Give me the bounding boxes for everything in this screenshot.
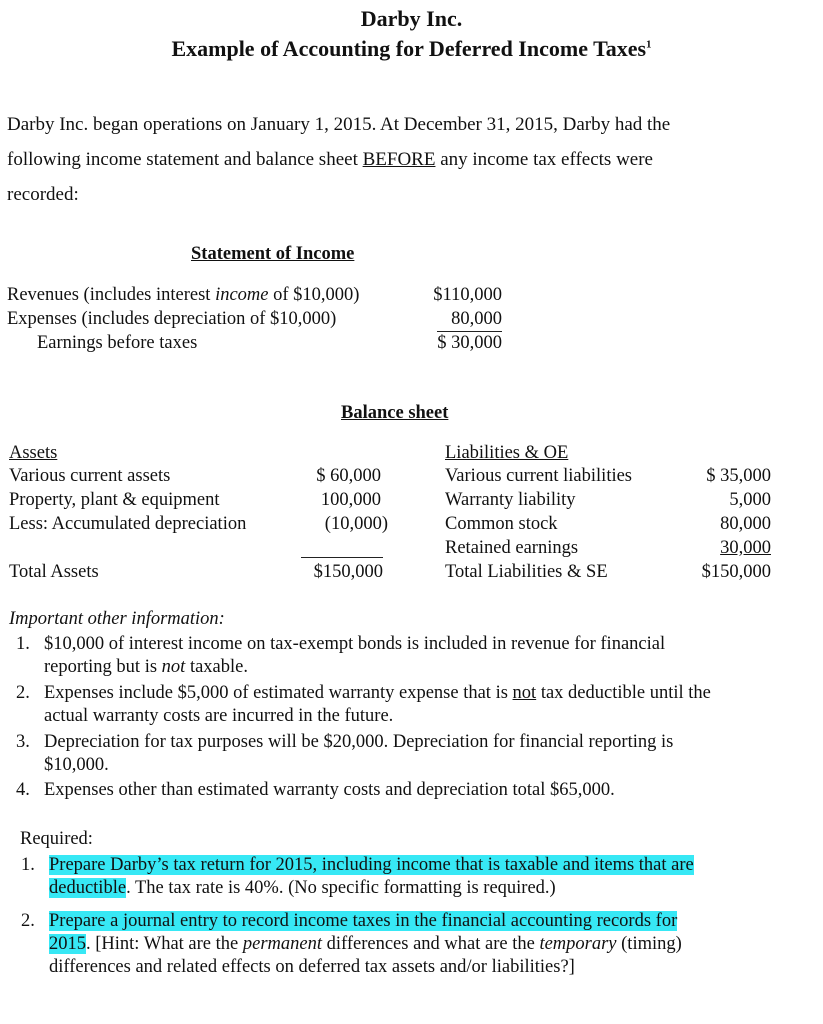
asset-label: Various current assets <box>9 466 171 486</box>
asset-label: Less: Accumulated depreciation <box>9 514 247 534</box>
info-item-line: $10,000 of interest income on tax-exempt bonds is included in revenue for financial <box>44 634 666 654</box>
required-item-line: deductible. The tax rate is 40%. (No specific formatting is required.) <box>49 878 556 898</box>
income-row-label: Expenses (includes depreciation of $10,000) <box>7 309 337 329</box>
balance-sheet-heading: Balance sheet <box>341 403 449 423</box>
info-item-number: 1. <box>16 634 30 654</box>
total-liabilities-amount: $150,000 <box>701 562 771 582</box>
info-item-line: reporting but is not taxable. <box>44 657 248 677</box>
required-heading: Required: <box>20 829 93 849</box>
intro-line-2: following income statement and balance sheet BEFORE any income tax effects were <box>7 149 653 170</box>
highlight: deductible <box>49 878 127 898</box>
page-title: Example of Accounting for Deferred Income Taxes$^1$ <box>171 36 652 61</box>
income-row-amount: 80,000 <box>451 309 502 329</box>
intro-line-3: recorded: <box>7 184 79 205</box>
required-item-number: 1. <box>21 855 35 875</box>
required-item-line: differences and related effects on deferred tax assets and/or liabilities?] <box>49 957 575 977</box>
highlight: Prepare Darby’s tax return for 2015, including income that is taxable and items that are <box>49 855 694 875</box>
income-row-label: Earnings before taxes <box>37 333 198 353</box>
intro-line-1: Darby Inc. began operations on January 1, 2015. At December 31, 2015, Darby had the <box>7 114 671 135</box>
total-liabilities-label: Total Liabilities & SE <box>445 562 608 582</box>
assets-heading: Assets <box>9 443 58 463</box>
footnote-marker: 1 <box>646 38 652 51</box>
liability-amount: 5,000 <box>729 490 771 510</box>
required-item-line: 2015. [Hint: What are the permanent differences and what are the temporary (timing) <box>49 934 682 954</box>
required-item-line <box>49 855 694 876</box>
info-item-number: 2. <box>16 683 30 703</box>
asset-label: Property, plant & equipment <box>9 490 220 510</box>
info-item-line: $10,000. <box>44 755 109 775</box>
liabilities-heading: Liabilities & OE <box>445 443 569 463</box>
other-info-heading: Important other information: <box>9 609 225 629</box>
income-row-amount: $110,000 <box>433 285 502 305</box>
required-item-line <box>49 911 677 932</box>
total-assets-amount: $150,000 <box>313 562 383 582</box>
highlight: 2015 <box>49 934 86 954</box>
income-row-amount: $ 30,000 <box>437 333 502 353</box>
before-emphasis: BEFORE <box>362 149 436 170</box>
total-assets-label: Total Assets <box>9 562 99 582</box>
income-row-label: Revenues (includes interest income of $10,000) <box>7 285 360 305</box>
asset-amount: $ 60,000 <box>316 466 381 486</box>
info-item-line: actual warranty costs are incurred in the future. <box>44 706 394 726</box>
liability-amount: $ 35,000 <box>706 466 771 486</box>
liability-label: Common stock <box>445 514 558 534</box>
asset-amount: (10,000) <box>324 514 388 534</box>
total-assets-rule <box>301 557 383 558</box>
info-item-line: Expenses other than estimated warranty costs and depreciation total $65,000. <box>44 780 615 800</box>
income-statement-heading: Statement of Income <box>191 244 355 264</box>
liability-amount: 30,000 <box>720 538 771 558</box>
required-item-number: 2. <box>21 911 35 931</box>
info-item-number: 3. <box>16 732 30 752</box>
liability-label: Retained earnings <box>445 538 579 558</box>
info-item-number: 4. <box>16 780 30 800</box>
asset-amount: 100,000 <box>320 490 381 510</box>
info-item-line: Expenses include $5,000 of estimated warranty expense that is not tax deductible until the <box>44 683 711 703</box>
info-item-line: Depreciation for tax purposes will be $20,000. Depreciation for financial reporting is <box>44 732 674 752</box>
liability-label: Warranty liability <box>445 490 576 510</box>
liability-amount: 80,000 <box>720 514 771 534</box>
company-name: Darby Inc. <box>360 6 463 31</box>
subtotal-rule <box>437 331 502 332</box>
highlight: Prepare a journal entry to record income taxes in the financial accounting records for <box>49 911 678 931</box>
liability-label: Various current liabilities <box>445 466 633 486</box>
